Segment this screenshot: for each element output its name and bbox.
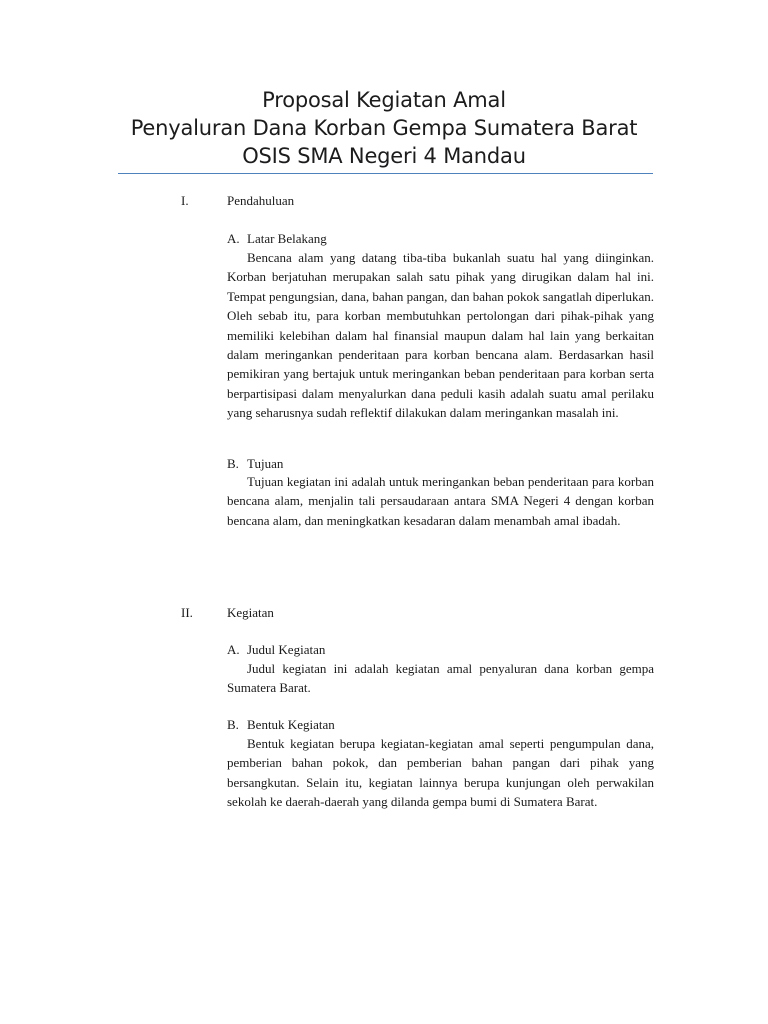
subsection-1b-heading (227, 455, 283, 473)
section-2-number: II. (181, 605, 193, 620)
title-line-3: OSIS SMA Negeri 4 Mandau (242, 144, 526, 168)
section-1-title: Pendahuluan (227, 193, 295, 208)
subsection-2b-title: Bentuk Kegiatan (247, 717, 335, 732)
subsection-1a-heading (227, 230, 327, 248)
subsection-2a-title: Judul Kegiatan (247, 642, 326, 657)
subsection-1a-paragraph: Bencana alam yang datang tiba-tiba bukanlah suatu hal yang diinginkan. Korban berjatuhan merupakan salah satu pihak yang dirugikan dalam hal ini. Tempat pengungsian, dana, bahan pangan, dan bahan pokok sangatlah diperlukan. Oleh sebab itu, para korban membutuhkan pertolongan dari pihak-pihak yang memiliki kelebihan dalam hal finansial maupun dalam hal lain yang berkaitan dalam meringankan penderitaan para korban bencana alam. Berdasarkan hasil pemikiran yang bertajuk untuk meringankan beban penderitaan para korban serta berpartisipasi dalam menyalurkan dana peduli kasih adalah suatu amal perilaku yang seharusnya sudah reflektif dilakukan dalam meringankan masalah ini. (227, 250, 654, 421)
title-line-1: Proposal Kegiatan Amal (262, 88, 506, 112)
subsection-1b-paragraph: Tujuan kegiatan ini adalah untuk meringankan beban penderitaan para korban bencana alam, menjalin tali persaudaraan antara SMA Negeri 4 dengan korban bencana alam, dan meningkatkan kesadaran dalam menambah amal ibadah. (227, 474, 654, 528)
subsection-2b-paragraph: Bentuk kegiatan berupa kegiatan-kegiatan amal seperti pengumpulan dana, pemberian bahan pokok, dan pemberian bahan pangan dari pihak yang bersangkutan. Selain itu, kegiatan lainnya berupa kunjungan oleh perwakilan sekolah ke daerah-daerah yang dilanda gempa bumi di Sumatera Barat. (227, 736, 654, 810)
subsection-2b-heading (227, 716, 335, 734)
section-2-title: Kegiatan (227, 605, 274, 620)
subsection-1a-title: Latar Belakang (247, 231, 327, 246)
subsection-1a-letter: A. (227, 231, 240, 246)
title-divider (118, 173, 653, 174)
subsection-1b-title: Tujuan (247, 456, 284, 471)
subsection-1b-letter: B. (227, 456, 239, 471)
subsection-2a-heading (227, 641, 325, 659)
subsection-2b-letter: B. (227, 717, 239, 732)
subsection-2a-paragraph: Judul kegiatan ini adalah kegiatan amal penyaluran dana korban gempa Sumatera Barat. (227, 661, 654, 696)
document-title (0, 86, 768, 170)
title-line-2: Penyaluran Dana Korban Gempa Sumatera Barat (130, 116, 638, 140)
section-1-number: I. (181, 193, 189, 208)
subsection-2a-letter: A. (227, 642, 240, 657)
